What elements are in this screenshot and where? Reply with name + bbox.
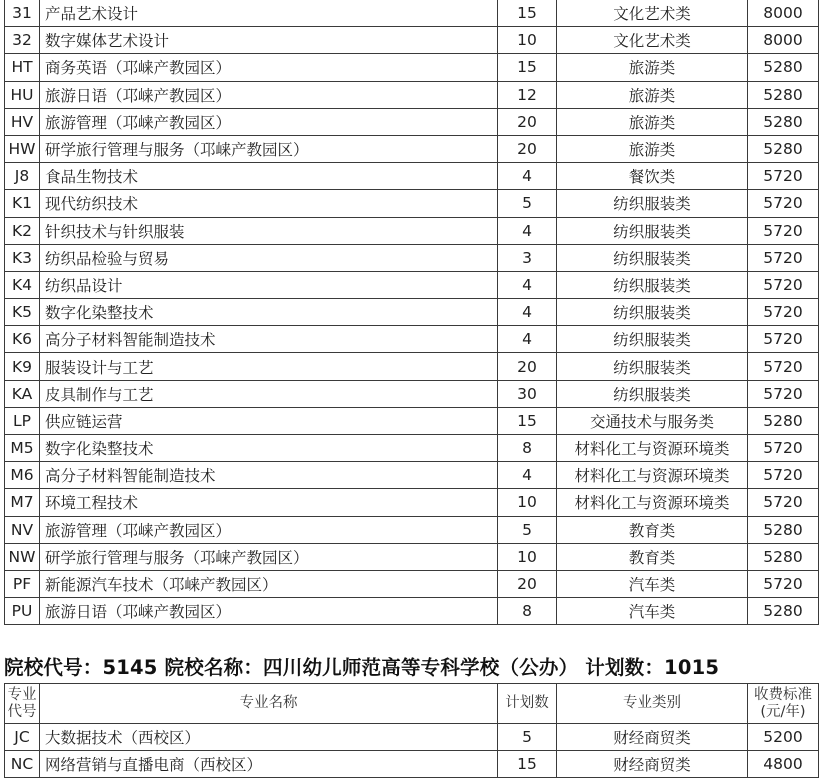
cell-fee: 5720 bbox=[748, 353, 819, 380]
cell-name: 皮具制作与工艺 bbox=[40, 380, 498, 407]
cell-code: NV bbox=[5, 516, 40, 543]
cell-plan: 20 bbox=[498, 108, 557, 135]
header-fee-line1: 收费标准 bbox=[754, 686, 812, 703]
cell-fee: 5720 bbox=[748, 570, 819, 597]
cell-category: 纺织服装类 bbox=[557, 380, 748, 407]
table-row bbox=[5, 271, 819, 298]
cell-plan: 20 bbox=[498, 353, 557, 380]
cell-plan: 15 bbox=[498, 54, 557, 81]
cell-category: 纺织服装类 bbox=[557, 190, 748, 217]
cell-code: K3 bbox=[5, 244, 40, 271]
table-body bbox=[5, 724, 819, 778]
cell-category: 交通技术与服务类 bbox=[557, 407, 748, 434]
cell-category: 旅游类 bbox=[557, 135, 748, 162]
cell-plan: 30 bbox=[498, 380, 557, 407]
table-row bbox=[5, 516, 819, 543]
cell-name: 网络营销与直播电商（西校区） bbox=[40, 751, 498, 778]
cell-category: 财经商贸类 bbox=[557, 724, 748, 751]
cell-code: PU bbox=[5, 598, 40, 625]
cell-plan: 15 bbox=[498, 751, 557, 778]
cell-code: K9 bbox=[5, 353, 40, 380]
cell-fee: 5280 bbox=[748, 135, 819, 162]
header-code-line1: 专业 bbox=[7, 686, 37, 703]
header-code-line2: 代号 bbox=[7, 703, 37, 720]
cell-fee: 5720 bbox=[748, 462, 819, 489]
table-row bbox=[5, 81, 819, 108]
cell-code: HV bbox=[5, 108, 40, 135]
table-row bbox=[5, 751, 819, 778]
cell-fee: 5720 bbox=[748, 271, 819, 298]
cell-fee: 5720 bbox=[748, 163, 819, 190]
cell-category: 旅游类 bbox=[557, 81, 748, 108]
table-row bbox=[5, 380, 819, 407]
cell-category: 文化艺术类 bbox=[557, 0, 748, 27]
table-row bbox=[5, 0, 819, 27]
cell-fee: 5280 bbox=[748, 81, 819, 108]
cell-plan: 4 bbox=[498, 163, 557, 190]
cell-plan: 4 bbox=[498, 462, 557, 489]
cell-name: 旅游管理（邛崃产教园区） bbox=[40, 108, 498, 135]
cell-plan: 15 bbox=[498, 0, 557, 27]
header-code bbox=[5, 684, 40, 724]
cell-plan: 8 bbox=[498, 435, 557, 462]
cell-name: 大数据技术（西校区） bbox=[40, 724, 498, 751]
cell-code: HU bbox=[5, 81, 40, 108]
cell-fee: 5720 bbox=[748, 380, 819, 407]
cell-fee: 5200 bbox=[748, 724, 819, 751]
cell-code: M6 bbox=[5, 462, 40, 489]
table-row bbox=[5, 407, 819, 434]
table-row bbox=[5, 108, 819, 135]
cell-fee: 5720 bbox=[748, 217, 819, 244]
enrollment-table-2 bbox=[4, 683, 819, 778]
header-category: 专业类别 bbox=[557, 684, 748, 724]
cell-category: 财经商贸类 bbox=[557, 751, 748, 778]
cell-code: K5 bbox=[5, 299, 40, 326]
cell-fee: 5720 bbox=[748, 435, 819, 462]
cell-name: 高分子材料智能制造技术 bbox=[40, 326, 498, 353]
cell-code: K2 bbox=[5, 217, 40, 244]
header-plan: 计划数 bbox=[498, 684, 557, 724]
cell-name: 供应链运营 bbox=[40, 407, 498, 434]
cell-category: 纺织服装类 bbox=[557, 271, 748, 298]
cell-name: 数字媒体艺术设计 bbox=[40, 27, 498, 54]
table-row bbox=[5, 353, 819, 380]
cell-plan: 4 bbox=[498, 326, 557, 353]
cell-code: M5 bbox=[5, 435, 40, 462]
table-row bbox=[5, 435, 819, 462]
cell-code: K1 bbox=[5, 190, 40, 217]
cell-name: 纺织品检验与贸易 bbox=[40, 244, 498, 271]
table-body bbox=[5, 0, 819, 625]
cell-category: 汽车类 bbox=[557, 570, 748, 597]
cell-fee: 5720 bbox=[748, 244, 819, 271]
cell-code: K4 bbox=[5, 271, 40, 298]
cell-code: J8 bbox=[5, 163, 40, 190]
table-row bbox=[5, 598, 819, 625]
table-row bbox=[5, 543, 819, 570]
table-row bbox=[5, 217, 819, 244]
cell-fee: 5720 bbox=[748, 326, 819, 353]
table-row bbox=[5, 489, 819, 516]
cell-category: 纺织服装类 bbox=[557, 299, 748, 326]
cell-plan: 5 bbox=[498, 724, 557, 751]
cell-name: 服装设计与工艺 bbox=[40, 353, 498, 380]
cell-code: JC bbox=[5, 724, 40, 751]
cell-category: 旅游类 bbox=[557, 54, 748, 81]
cell-fee: 8000 bbox=[748, 0, 819, 27]
table-header bbox=[5, 684, 819, 724]
section-gap bbox=[0, 628, 823, 652]
school-heading: 院校代号：5145 院校名称：四川幼儿师范高等专科学校（公办） 计划数：1015 bbox=[4, 656, 720, 679]
table-row bbox=[5, 326, 819, 353]
cell-plan: 4 bbox=[498, 271, 557, 298]
cell-name: 高分子材料智能制造技术 bbox=[40, 462, 498, 489]
table-row bbox=[5, 299, 819, 326]
cell-fee: 4800 bbox=[748, 751, 819, 778]
cell-name: 旅游日语（邛崃产教园区） bbox=[40, 598, 498, 625]
header-fee-line2: (元/年) bbox=[760, 703, 806, 720]
table-row bbox=[5, 244, 819, 271]
cell-name: 食品生物技术 bbox=[40, 163, 498, 190]
table-row bbox=[5, 462, 819, 489]
cell-code: NC bbox=[5, 751, 40, 778]
cell-category: 材料化工与资源环境类 bbox=[557, 489, 748, 516]
cell-name: 旅游管理（邛崃产教园区） bbox=[40, 516, 498, 543]
cell-code: NW bbox=[5, 543, 40, 570]
cell-name: 研学旅行管理与服务（邛崃产教园区） bbox=[40, 543, 498, 570]
cell-code: HT bbox=[5, 54, 40, 81]
cell-category: 纺织服装类 bbox=[557, 353, 748, 380]
cell-code: PF bbox=[5, 570, 40, 597]
cell-fee: 5720 bbox=[748, 489, 819, 516]
cell-name: 环境工程技术 bbox=[40, 489, 498, 516]
cell-category: 旅游类 bbox=[557, 108, 748, 135]
cell-category: 材料化工与资源环境类 bbox=[557, 435, 748, 462]
cell-plan: 10 bbox=[498, 489, 557, 516]
cell-fee: 5280 bbox=[748, 516, 819, 543]
cell-name: 产品艺术设计 bbox=[40, 0, 498, 27]
enrollment-table-1 bbox=[4, 0, 819, 625]
cell-fee: 5280 bbox=[748, 108, 819, 135]
cell-category: 文化艺术类 bbox=[557, 27, 748, 54]
cell-name: 现代纺织技术 bbox=[40, 190, 498, 217]
cell-category: 纺织服装类 bbox=[557, 326, 748, 353]
cell-category: 纺织服装类 bbox=[557, 244, 748, 271]
cell-fee: 5720 bbox=[748, 190, 819, 217]
cell-plan: 20 bbox=[498, 135, 557, 162]
cell-category: 餐饮类 bbox=[557, 163, 748, 190]
cell-name: 商务英语（邛崃产教园区） bbox=[40, 54, 498, 81]
header-name: 专业名称 bbox=[40, 684, 498, 724]
cell-fee: 8000 bbox=[748, 27, 819, 54]
cell-name: 数字化染整技术 bbox=[40, 435, 498, 462]
cell-name: 纺织品设计 bbox=[40, 271, 498, 298]
cell-plan: 5 bbox=[498, 516, 557, 543]
cell-plan: 3 bbox=[498, 244, 557, 271]
cell-category: 纺织服装类 bbox=[557, 217, 748, 244]
table-row bbox=[5, 54, 819, 81]
cell-plan: 15 bbox=[498, 407, 557, 434]
cell-code: K6 bbox=[5, 326, 40, 353]
cell-fee: 5280 bbox=[748, 543, 819, 570]
cell-category: 材料化工与资源环境类 bbox=[557, 462, 748, 489]
table-row bbox=[5, 135, 819, 162]
cell-plan: 10 bbox=[498, 27, 557, 54]
cell-plan: 10 bbox=[498, 543, 557, 570]
cell-plan: 4 bbox=[498, 217, 557, 244]
cell-plan: 4 bbox=[498, 299, 557, 326]
cell-category: 教育类 bbox=[557, 543, 748, 570]
header-fee bbox=[748, 684, 819, 724]
cell-plan: 12 bbox=[498, 81, 557, 108]
cell-name: 数字化染整技术 bbox=[40, 299, 498, 326]
cell-code: 31 bbox=[5, 0, 40, 27]
cell-code: HW bbox=[5, 135, 40, 162]
cell-fee: 5720 bbox=[748, 299, 819, 326]
cell-plan: 20 bbox=[498, 570, 557, 597]
cell-category: 教育类 bbox=[557, 516, 748, 543]
cell-name: 新能源汽车技术（邛崃产教园区） bbox=[40, 570, 498, 597]
cell-name: 研学旅行管理与服务（邛崃产教园区） bbox=[40, 135, 498, 162]
cell-code: M7 bbox=[5, 489, 40, 516]
cell-category: 汽车类 bbox=[557, 598, 748, 625]
cell-fee: 5280 bbox=[748, 598, 819, 625]
table-row bbox=[5, 27, 819, 54]
cell-name: 旅游日语（邛崃产教园区） bbox=[40, 81, 498, 108]
header-row bbox=[5, 684, 819, 724]
table-row bbox=[5, 163, 819, 190]
cell-plan: 5 bbox=[498, 190, 557, 217]
cell-name: 针织技术与针织服装 bbox=[40, 217, 498, 244]
cell-fee: 5280 bbox=[748, 54, 819, 81]
table-row bbox=[5, 724, 819, 751]
cell-fee: 5280 bbox=[748, 407, 819, 434]
cell-code: LP bbox=[5, 407, 40, 434]
table-row bbox=[5, 570, 819, 597]
table-row bbox=[5, 190, 819, 217]
cell-code: 32 bbox=[5, 27, 40, 54]
cell-plan: 8 bbox=[498, 598, 557, 625]
cell-code: KA bbox=[5, 380, 40, 407]
